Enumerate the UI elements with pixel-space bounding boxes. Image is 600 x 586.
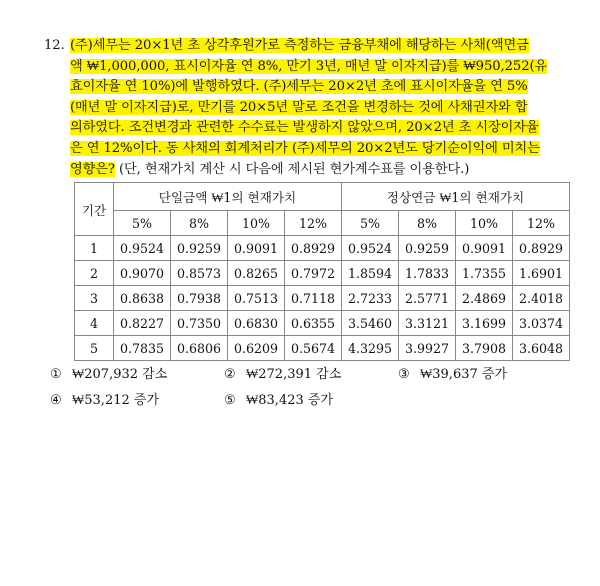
table-cell: 0.8638: [114, 286, 171, 311]
table-cell: 2.4018: [513, 286, 570, 311]
rate-header-row: [75, 211, 570, 236]
table-cell: 0.7118: [285, 286, 342, 311]
table-row: [75, 336, 570, 361]
question-line: 액 ₩1,000,000, 표시이자율 연 8%, 만기 3년, 매년 말 이자지급)를 ₩950,252(유: [70, 58, 548, 74]
period-cell: 4: [75, 311, 114, 336]
choice-text: ₩207,932 감소: [72, 367, 168, 382]
table-cell: 0.9091: [456, 236, 513, 261]
table-cell: 0.8929: [285, 236, 342, 261]
table-row: [75, 261, 570, 286]
choice-marker: ⑤: [224, 393, 236, 408]
period-cell: 5: [75, 336, 114, 361]
annuity-header: 정상연금 ₩1의 현재가치: [342, 183, 570, 211]
table-cell: 0.9259: [399, 236, 456, 261]
rate-header: 8%: [171, 211, 228, 236]
table-cell: 1.7355: [456, 261, 513, 286]
choice-marker: ②: [224, 367, 236, 382]
rate-header: 8%: [399, 211, 456, 236]
period-cell: 2: [75, 261, 114, 286]
table-cell: 3.1699: [456, 311, 513, 336]
table-cell: 2.4869: [456, 286, 513, 311]
table-cell: 3.3121: [399, 311, 456, 336]
choice-3[interactable]: [398, 362, 507, 388]
table-cell: 1.8594: [342, 261, 399, 286]
answer-choices: [50, 362, 570, 414]
choice-2[interactable]: [224, 362, 341, 388]
choice-row: [50, 388, 570, 414]
question-line: 효이자율 연 10%)에 발행하였다. (주)세무는 20×2년 초에 표시이자율을 연 5%: [70, 79, 528, 95]
table-cell: 0.7972: [285, 261, 342, 286]
period-cell: 3: [75, 286, 114, 311]
table-cell: 3.5460: [342, 311, 399, 336]
choice-4[interactable]: [50, 388, 159, 414]
rate-header: 5%: [342, 211, 399, 236]
table-cell: 0.7835: [114, 336, 171, 361]
rate-header: 10%: [456, 211, 513, 236]
question-line: 은 연 12%이다. 동 사채의 회계처리가 (주)세무의 20×2년도 당기순이익에 미치는: [70, 140, 540, 156]
table-cell: 3.0374: [513, 311, 570, 336]
table-cell: 3.9927: [399, 336, 456, 361]
period-cell: 1: [75, 236, 114, 261]
choice-row: [50, 362, 570, 388]
table-cell: 0.6209: [228, 336, 285, 361]
choice-text: ₩272,391 감소: [246, 367, 342, 382]
table-cell: 1.7833: [399, 261, 456, 286]
table-cell: 0.9259: [171, 236, 228, 261]
table-cell: 0.9091: [228, 236, 285, 261]
table-cell: 0.6830: [228, 311, 285, 336]
table-cell: 3.6048: [513, 336, 570, 361]
table-cell: 4.3295: [342, 336, 399, 361]
choice-1[interactable]: [50, 362, 167, 388]
single-sum-header: 단일금액 ₩1의 현재가치: [114, 183, 342, 211]
question-line: (매년 말 이자지급)로, 만기를 20×5년 말로 조건을 변경하는 것에 사채권자와 합: [70, 99, 528, 115]
question-number: 12.: [44, 38, 65, 53]
choice-marker: ①: [50, 367, 62, 382]
rate-header: 12%: [285, 211, 342, 236]
table-header-row: [75, 183, 570, 211]
question-line: 영향은?: [70, 161, 115, 177]
present-value-table: [74, 182, 570, 361]
question-line: (주)세무는 20×1년 초 상각후원가로 측정하는 금융부채에 해당하는 사채(액면금: [70, 38, 529, 53]
table-cell: 2.7233: [342, 286, 399, 311]
question-line: 의하였다. 조건변경과 관련한 수수료는 발생하지 않았으며, 20×2년 초 시장이자율: [70, 120, 539, 136]
table-cell: 2.5771: [399, 286, 456, 311]
question-text: [70, 36, 584, 180]
table-row: [75, 311, 570, 336]
rate-header: 10%: [228, 211, 285, 236]
rate-header: 12%: [513, 211, 570, 236]
table-cell: 0.8573: [171, 261, 228, 286]
table-cell: 0.7350: [171, 311, 228, 336]
question-note: (단, 현재가치 계산 시 다음에 제시된 현가계수표를 이용한다.): [114, 161, 470, 177]
table-cell: 0.8929: [513, 236, 570, 261]
table-cell: 0.6806: [171, 336, 228, 361]
rate-header: 5%: [114, 211, 171, 236]
table-cell: 0.9524: [114, 236, 171, 261]
choice-text: ₩83,423 증가: [246, 393, 334, 408]
period-header: 기간: [75, 183, 114, 236]
table-row: [75, 236, 570, 261]
table-cell: 0.9070: [114, 261, 171, 286]
choice-marker: ④: [50, 393, 62, 408]
choice-marker: ③: [398, 367, 410, 382]
choice-text: ₩53,212 증가: [72, 393, 160, 408]
table-cell: 0.6355: [285, 311, 342, 336]
table-cell: 0.7513: [228, 286, 285, 311]
table-cell: 0.8227: [114, 311, 171, 336]
table-cell: 0.9524: [342, 236, 399, 261]
table-cell: 0.5674: [285, 336, 342, 361]
choice-text: ₩39,637 증가: [420, 367, 508, 382]
table-cell: 0.7938: [171, 286, 228, 311]
table-row: [75, 286, 570, 311]
table-cell: 0.8265: [228, 261, 285, 286]
choice-5[interactable]: [224, 388, 333, 414]
table-cell: 1.6901: [513, 261, 570, 286]
question-block: [44, 36, 584, 180]
table-cell: 3.7908: [456, 336, 513, 361]
